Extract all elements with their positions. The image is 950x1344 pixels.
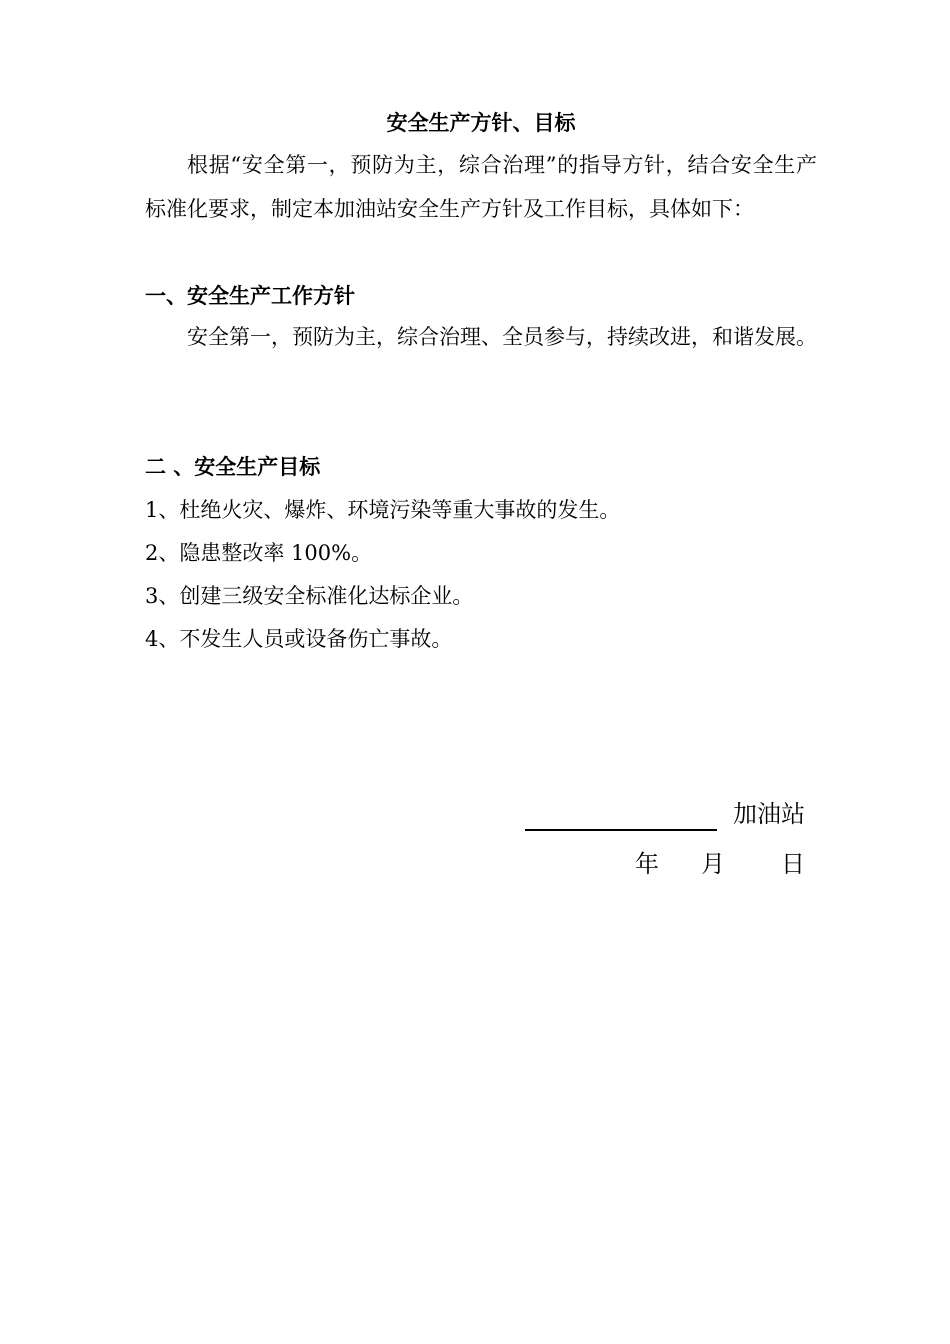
station-label: 加油站 (733, 800, 805, 828)
goal-item-1: 1、杜绝火灾、爆炸、环境污染等重大事故的发生。 (145, 498, 621, 522)
date-line (635, 848, 805, 880)
intro-paragraph: 根据“安全第一，预防为主，综合治理”的指导方针，结合安全生产标准化要求，制定本加油站安全生产方针及工作目标，具体如下： (145, 153, 817, 221)
year-label: 年 (635, 850, 659, 878)
goal-item-3: 3、创建三级安全标准化达标企业。 (145, 584, 474, 608)
section-policy-heading: 一、安全生产工作方针 (145, 284, 355, 308)
signature-blank-line (525, 829, 717, 831)
document-page (145, 0, 817, 1344)
document-title: 安全生产方针、目标 (386, 111, 576, 135)
month-label: 月 (701, 850, 725, 878)
goals-list (145, 489, 620, 661)
goal-item-2: 2、隐患整改率 100%。 (145, 541, 373, 565)
section-policy-text: 安全第一，预防为主，综合治理、全员参与，持续改进，和谐发展。 (187, 325, 817, 349)
goal-item-4: 4、不发生人员或设备伤亡事故。 (145, 627, 453, 651)
section-goals-heading: 二 、安全生产目标 (145, 455, 321, 479)
day-label: 日 (781, 850, 805, 878)
